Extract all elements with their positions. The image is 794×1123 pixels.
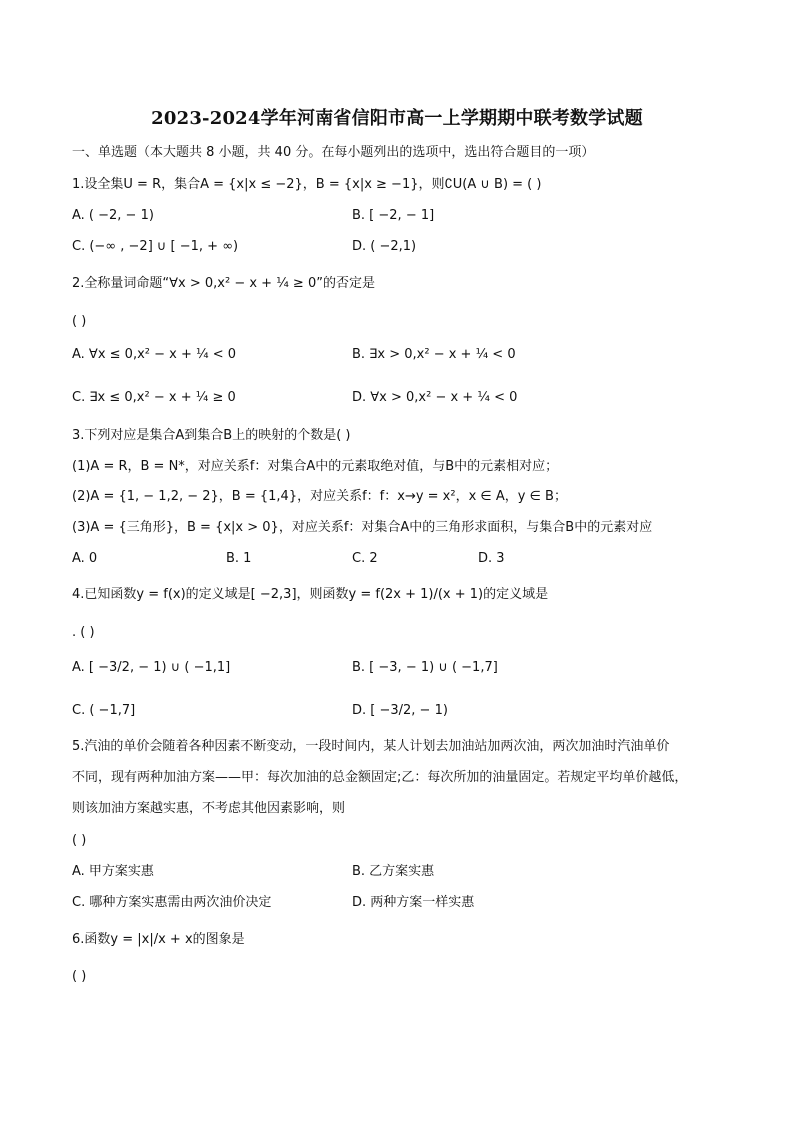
question-2-bracket: ( ) bbox=[72, 314, 87, 329]
question-2-stem: 2.全称量词命题“∀x > 0,x² − x + ¼ ≥ 0”的否定是 bbox=[72, 276, 375, 291]
question-1-option-b: B. [ −2, − 1] bbox=[352, 208, 435, 223]
question-2-option-c: C. ∃x ≤ 0,x² − x + ¼ ≥ 0 bbox=[72, 390, 236, 405]
question-3-item-2: (2)A = {1, − 1,2, − 2}，B = {1,4}，对应关系f：f：x→y = x²，x ∈ A，y ∈ B； bbox=[72, 489, 567, 504]
question-5-stem-line-2: 不同，现有两种加油方案——甲：每次加油的总金额固定;乙：每次所加的油量固定。若规定平均单价越低， bbox=[72, 770, 688, 785]
question-3-stem: 3.下列对应是集合A到集合B上的映射的个数是( ) bbox=[72, 428, 351, 443]
question-4-option-b: B. [ −3, − 1) ∪ ( −1,7] bbox=[352, 660, 498, 675]
question-5-option-a: A. 甲方案实惠 bbox=[72, 864, 154, 879]
question-4-stem: 4.已知函数y = f(x)的定义域是[ −2,3]，则函数y = f(2x + 1)/(x + 1)的定义域是 bbox=[72, 587, 549, 602]
question-5-stem-line-1: 5.汽油的单价会随着各种因素不断变动，一段时间内，某人计划去加油站加两次油，两次加油时汽油单价 bbox=[72, 739, 670, 754]
question-5-stem-line-3: 则该加油方案越实惠，不考虑其他因素影响，则 bbox=[72, 801, 346, 816]
question-3-option-d: D. 3 bbox=[478, 551, 505, 566]
section-heading: 一、单选题（本大题共 8 小题，共 40 分。在每小题列出的选项中，选出符合题目的一项） bbox=[72, 145, 595, 160]
question-1-stem: 1.设全集U = R，集合A = {x|x ≤ −2}，B = {x|x ≥ −1}，则∁U(A ∪ B) = ( ) bbox=[72, 177, 542, 192]
question-1-option-c: C. (−∞ , −2] ∪ [ −1, + ∞) bbox=[72, 239, 239, 254]
question-6-bracket: ( ) bbox=[72, 969, 87, 984]
question-1-option-a: A. ( −2, − 1) bbox=[72, 208, 154, 223]
question-2-option-a: A. ∀x ≤ 0,x² − x + ¼ < 0 bbox=[72, 347, 237, 362]
question-3-option-a: A. 0 bbox=[72, 551, 98, 566]
question-4-bracket: . ( ) bbox=[72, 625, 95, 640]
question-1-option-d: D. ( −2,1) bbox=[352, 239, 417, 254]
page-title: 2023-2024学年河南省信阳市高一上学期期中联考数学试题 bbox=[151, 108, 643, 129]
question-3-option-b: B. 1 bbox=[226, 551, 252, 566]
question-2-option-d: D. ∀x > 0,x² − x + ¼ < 0 bbox=[352, 390, 518, 405]
question-3-item-3: (3)A = {三角形}，B = {x|x > 0}，对应关系f：对集合A中的三角形求面积，与集合B中的元素对应 bbox=[72, 520, 653, 535]
question-2-option-b: B. ∃x > 0,x² − x + ¼ < 0 bbox=[352, 347, 516, 362]
question-4-option-d: D. [ −3/2, − 1) bbox=[352, 703, 448, 718]
question-5-bracket: ( ) bbox=[72, 833, 87, 848]
question-5-option-d: D. 两种方案一样实惠 bbox=[352, 895, 475, 910]
question-4-option-c: C. ( −1,7] bbox=[72, 703, 136, 718]
question-4-option-a: A. [ −3/2, − 1) ∪ ( −1,1] bbox=[72, 660, 231, 675]
question-6-stem: 6.函数y = |x|/x + x的图象是 bbox=[72, 932, 245, 947]
question-5-option-c: C. 哪种方案实惠需由两次油价决定 bbox=[72, 895, 272, 910]
question-5-option-b: B. 乙方案实惠 bbox=[352, 864, 435, 879]
question-3-item-1: (1)A = R，B = N*，对应关系f：对集合A中的元素取绝对值，与B中的元素相对应； bbox=[72, 459, 559, 474]
question-3-option-c: C. 2 bbox=[352, 551, 378, 566]
